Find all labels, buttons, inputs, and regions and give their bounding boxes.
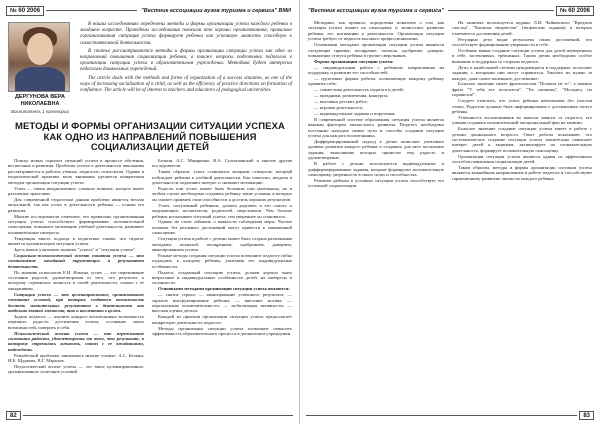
body-paragraph: Дети, в наибольшей степени нуждающиеся в поддержке, получают задания, с которыми они могут справиться. Хвалить их нужно за каждое, даже самое маленькое, достижение. — [452, 64, 592, 81]
body-paragraph: Формы организации ситуации успеха: — [314, 58, 394, 64]
body-paragraph: Основными методами организации ситуации успеха являются следующие приемы: поощрение, похвала, одобрение, доверие, повышение статуса ребенка в группе сверстников. — [308, 42, 444, 58]
abstract-english: The article deals with the methods and forms of organization of a success situation, as one of the ways of increasing socialization of a child, as well as the efficiency of practice directions on formation of confidence. The article will be of interest to teachers and educators of pedagogical universities. — [80, 75, 292, 94]
left-column-2 — [152, 158, 292, 337]
footer-rule — [306, 415, 577, 416]
body-paragraph: Педагог, создающий ситуацию успеха, должен хорошо знать возрастные и индивидуальные особенности детей, их интересы и склонности. — [152, 269, 292, 286]
body-paragraph: Большое значение создание ситуации успеха имеет в работе с детьми дошкольного возраста. Опыт работы показывает, что систематическое создание ситуации успеха значительно повышает интерес детей к занятиям, активизирует их познавательную деятельность, формирует положительную самооценку. — [452, 126, 592, 153]
body-paragraph: Белкин, А.С. Макаренко, В.А. Сухомлинский и многие другие исследователи. — [152, 158, 292, 169]
left-column-1 — [8, 158, 144, 375]
page-number: 83 — [579, 411, 594, 420]
body-paragraph: В работе с детьми используются индивидуальные и дифференцированные задания, которые формируют положительную самооценку, уверенность в своих силах и способностях. — [308, 161, 444, 177]
right-page-header — [306, 4, 594, 17]
body-paragraph: Здесь важно учитывать понятие "успеха" и "ситуации успеха". — [14, 247, 137, 252]
right-column-1 — [308, 20, 444, 189]
body-paragraph: Социально-психологический аспект понятия успеха — это соотношение ожиданий окружающих и результатов деятельности. — [8, 252, 144, 269]
author-role: Воспитатель 1 категории — [10, 109, 69, 114]
abstract-paragraph: В статье рассматриваются методы и формы организации ситуации успеха как одно из направлений повышения социализации ребенка, а также вопросы подготовки педагогов к организации ситуации успеха в образовательном учреждении. Методика будет интересна педагогам дошкольных учреждений. — [80, 48, 292, 73]
body-paragraph: Разные методы создания ситуации успеха позволяют педагогу гибко подходить к каждому ребенку, учитывая его индивидуальные особенности. — [152, 252, 292, 269]
body-paragraph: — групповые формы работы, позволяющие каждому ребенку проявить себя; — [308, 76, 444, 87]
body-paragraph: Таким образом, методы и формы организации ситуации успеха являются важнейшим направлением в работе педагога и способствуют гармоничному развитию личности каждого ребенка. — [452, 165, 592, 181]
body-paragraph: Поиску новых скрытых ситуаций успеха в процессе обучения, воспитания и развития. Проблема успеха в деятельности школьника рассматривается в работах ученых, педагогов, психологов. Однако в педагогической практике мало внимания уделяется конкретным методам организации ситуации успеха. — [8, 158, 144, 185]
body-paragraph: Успех, полученный ребенком, должен радовать и его самого и окружающих: воспитателя, родителей, сверстников. Чем больше ребенок испытывает ситуаций успеха, тем увереннее он становится. — [152, 202, 292, 219]
body-paragraph: Организация ситуации успеха является одним из эффективных способов повышения социализации детей. — [452, 153, 592, 165]
body-paragraph: Таким образом, успех становится мощным стимулом, который побуждает ребенка к учебной деятельности. Как известно, неудачи в деятельности подавляют интерес и снижают мотивацию. — [152, 169, 292, 186]
body-paragraph: Задача педагога — научить каждого воспитанника возможность пережить радость достижения успеха, осознание своих возможностей, поверить в себя. — [8, 313, 144, 330]
body-paragraph: В современной системе образования ситуация успеха является важным фактором личностного развития. Педагогу необходимо постоянно находить новые пути и способы создания ситуации успеха для каждого воспитанника. — [308, 116, 444, 139]
body-paragraph: Педагогический аспект успеха — это такое целенаправленное, организованное сочетание условий. — [8, 364, 144, 375]
body-paragraph: Большое значение имеет фразеологизм "Похвала не то", а именно фраза "У тебя все получится", "Ты сможешь", "Молодец, ты справился!". — [452, 81, 592, 98]
body-paragraph: Успех — очень неоднозначное, сложное понятие, которое имеет различные трактовки. — [8, 185, 144, 196]
body-paragraph: — совместная деятельность педагога и детей; — [314, 87, 404, 93]
photo-body-shape — [15, 67, 65, 92]
footer-rule — [23, 415, 293, 416]
page-number: 82 — [6, 411, 21, 420]
body-paragraph: — игровая деятельность; — [314, 105, 364, 111]
body-paragraph: Ситуация успеха — это целенаправленное, организованное сочетание условий, при которых создается возможность достичь значительных результатов в деятельности как отдельно взятой личности, так и коллектива в целом. — [8, 291, 144, 313]
body-paragraph: Каждый из приемов организации ситуации успеха предполагает конкретную деятельность педагога. — [152, 314, 292, 325]
right-page — [300, 0, 600, 424]
left-page-header — [6, 4, 293, 17]
body-paragraph: Методы организации ситуации успеха позволяют повысить эффективность образовательного процесса в дошкольном учреждении. — [152, 325, 292, 337]
body-paragraph: Разработкой проблемы занимались многие ученые: А.С. Белкин, Н.Е. Щуркова, В.Г. Маралов. — [8, 352, 144, 364]
body-paragraph: Психологический аспект успеха — это переживание состояния радости, удовлетворения от того, что результат, к которому стремилась личность, совпал с ее ожиданиями, надеждами. — [8, 330, 144, 352]
body-paragraph: Тенденция такого подхода в педагогике такова, что педагог является организатором ситуации успеха. — [8, 235, 144, 247]
body-paragraph: Методики, как правило, определены понятием о том, как ситуация успеха влияет на самооценку и личностное развитие ребенка, его мотивацию к деятельности. Организация ситуации успеха требует от педагога высокого профессионализма. — [308, 20, 444, 42]
right-page-footer — [306, 410, 594, 420]
body-paragraph: Многие исследователи отмечают, что правильно организованная ситуация успеха способствует формированию положительной самооценки, повышает мотивацию учебной деятельности, развивает познавательные интересы. — [8, 213, 144, 235]
body-paragraph: По мнению психологов Е.И. Ильина, успех — это переживание состояния радости, удовлетворения от того, что результат, к которому стремилась личность в своей деятельности, совпал с ее ожиданиями. — [8, 269, 144, 291]
body-paragraph: Особенно важно создание ситуации успеха для детей неуверенных в себе, застенчивых, тревожных. Таким детям необходимо особое внимание и поддержка со стороны педагога. — [452, 48, 592, 64]
article-title: МЕТОДЫ И ФОРМЫ ОРГАНИЗАЦИИ СИТУАЦИИ УСПЕХА КАК ОДНО ИЗ НАПРАВЛЕНИЙ ПОВЫШЕНИЯ СОЦИАЛИЗАЦИИ ДЕТЕЙ — [14, 121, 286, 153]
body-paragraph: — индивидуальные задания и поручения. — [314, 111, 396, 116]
body-paragraph: — индивидуальная работа с ребенком, направленная на поддержку и развитие его способностей; — [308, 64, 444, 76]
body-paragraph: Регулярно дети видят результаты своих достижений, что способствует формированию уверенности в себе. — [452, 36, 592, 48]
body-paragraph: Радость или успех может быть большим или маленьким, но в любом случае необходимо создавать ребенку такие условия, в которых он сможет проявить свои способности и достичь хороших результатов. — [152, 186, 292, 202]
author-photo — [8, 22, 70, 92]
body-paragraph: Для современной педагогики данная проблема является весьма актуальной, так как успех в деятельности ребенка — основа его развития. — [8, 196, 144, 213]
body-paragraph: — выставки детских работ; — [314, 99, 368, 105]
photo-face-shape — [27, 33, 53, 65]
body-paragraph: Ситуация успеха в работе с детьми может быть создана различными методами: похвалой, поощрением, одобрением, доверием, авансированием успеха. — [152, 236, 293, 252]
author-name: ДЕРГУНОВА ВЕРА НИКОЛАЕВНА — [14, 94, 66, 107]
abstract-paragraph: В наших исследованиях определены методы и формы организации успеха каждого ребенка в младшем возрасте. Проведены исследования показали что хорошо организованная, правильно сорганизованная ситуация успеха формирует ребенка как успешную личность способную к самостоятельной деятельности. — [80, 22, 292, 46]
body-paragraph: Однако не стоит забывать о важности соблюдения меры. Частые похвалы без реальных достижений могут привести к завышенной самооценке. — [152, 219, 292, 236]
body-paragraph: Следует отметить, что успех ребенка невозможен без участия семьи. Родители должны быть информированы о достижениях своего ребенка. — [452, 98, 592, 114]
body-paragraph: На занятиях используется журнал Л.И. Чайковского "Кредиты счастья", "Копилка творчества" (творческие задания), в которых отмечаются достижения детей. — [452, 20, 592, 36]
right-column-2 — [452, 20, 592, 182]
issue-number: № 60 2006 — [6, 6, 44, 16]
left-page-footer — [6, 410, 293, 420]
body-paragraph: — праздники, развлечения, конкурсы; — [314, 93, 389, 99]
body-paragraph: Основными методами организации ситуации успеха являются: — [158, 286, 290, 292]
body-paragraph: Дифференцированный подход к детям позволяет учитывать уровень развития каждого ребенка и создавать для него посильные задания, выполнение которых приносит ему радость и удовлетворение. — [308, 139, 444, 161]
body-paragraph: Развитие ребенка в условиях ситуации успеха способствует его успешной социализации. — [308, 177, 444, 189]
abstract — [80, 22, 292, 96]
header-rule — [448, 10, 554, 11]
header-rule — [46, 10, 137, 11]
issue-number: № 60 2006 — [556, 6, 594, 16]
body-paragraph: — снятие страха; — авансирование успешного результата; — скрытое инструктирование ребенка; — внесение мотива; — персональная исключительность; — мобилизация активности; — высокая оценка детали. — [152, 292, 292, 314]
journal-title: "Вестник ассоциации вузов туризма и сервиса" — [308, 7, 444, 14]
journal-title: "Вестник ассоциации вузов туризма и сервиса" ВМИ — [141, 7, 291, 14]
body-paragraph: Успешность воспитанников во многом зависит от педагога, его умения создавать положительный эмоциональный фон на занятии. — [452, 114, 592, 126]
